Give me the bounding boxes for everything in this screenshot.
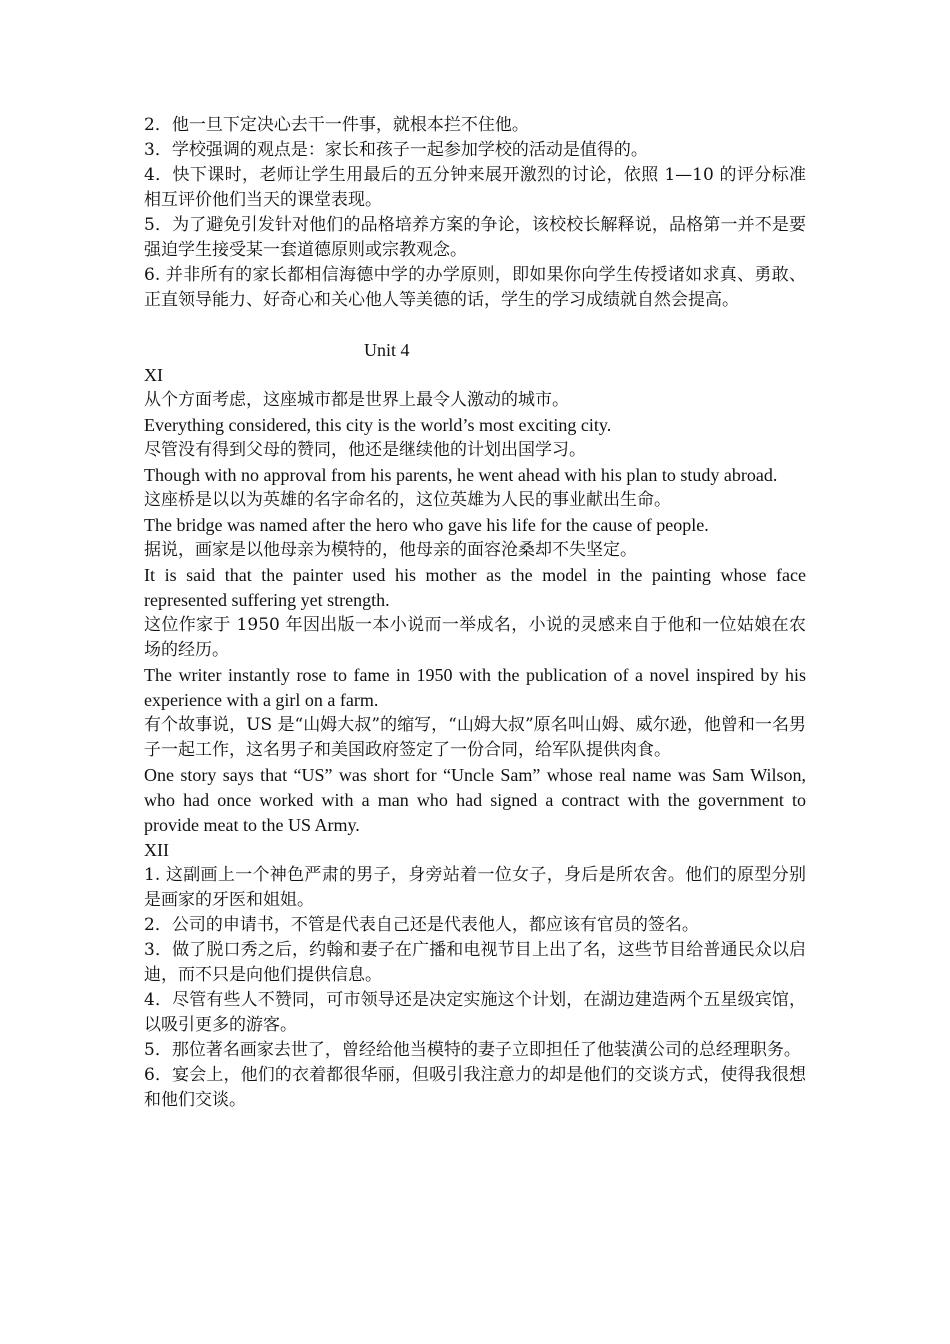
section-label-xi: XI: [144, 365, 163, 385]
translation-zh: 尽管没有得到父母的赞同，他还是继续他的计划出国学习。: [144, 440, 586, 460]
xii-item: 3．做了脱口秀之后，约翰和妻子在广播和电视节目上出了名，这些节目给普通民众以启迪，而不只是向他们提供信息。: [144, 940, 806, 985]
unit3-item: 5．为了避免引发针对他们的品格培养方案的争论，该校校长解释说，品格第一并不是要强迫学生接受某一套道德原则或宗教观念。: [144, 215, 806, 260]
translation-zh: 这座桥是以以为英雄的名字命名的，这位英雄为人民的事业献出生命。: [144, 490, 671, 510]
translation-en: It is said that the painter used his mother as the model in the painting whose face represented suffering yet strength.: [144, 565, 806, 610]
xii-item: 5．那位著名画家去世了，曾经给他当模特的妻子立即担任了他装潢公司的总经理职务。: [144, 1040, 801, 1060]
xii-item: 1. 这副画上一个神色严肃的男子，身旁站着一位女子，身后是所农舍。他们的原型分别是画家的牙医和姐姐。: [144, 865, 806, 910]
translation-zh: 从个方面考虑，这座城市都是世界上最令人激动的城市。: [144, 390, 569, 410]
translation-en: The bridge was named after the hero who gave his life for the cause of people.: [144, 515, 709, 535]
unit3-item: 3．学校强调的观点是：家长和孩子一起参加学校的活动是值得的。: [144, 140, 648, 160]
unit3-item: 4．快下课时，老师让学生用最后的五分钟来展开激烈的讨论，依照 1—10 的评分标准相互评价他们当天的课堂表现。: [144, 165, 806, 210]
section-label-xii: XII: [144, 840, 169, 860]
translation-zh: 这位作家于 1950 年因出版一本小说而一举成名，小说的灵感来自于他和一位姑娘在农场的经历。: [144, 615, 806, 660]
xii-item: 6．宴会上，他们的衣着都很华丽，但吸引我注意力的却是他们的交谈方式，使得我很想和他们交谈。: [144, 1065, 806, 1110]
xii-item: 4．尽管有些人不赞同，可市领导还是决定实施这个计划，在湖边建造两个五星级宾馆，以吸引更多的游客。: [144, 990, 806, 1035]
translation-zh: 据说，画家是以他母亲为模特的，他母亲的面容沧桑却不失坚定。: [144, 540, 637, 560]
translation-en: The writer instantly rose to fame in 1950 with the publication of a novel inspired by his experience with a girl on a farm.: [144, 665, 806, 710]
xii-item: 2．公司的申请书，不管是代表自己还是代表他人，都应该有官员的签名。: [144, 915, 699, 935]
document-body: [144, 113, 806, 1113]
unit3-item: 2．他一旦下定决心去干一件事，就根本拦不住他。: [144, 115, 529, 135]
translation-en: One story says that “US” was short for “Uncle Sam” whose real name was Sam Wilson, who had once worked with a man who had signed a contract with the government to provide meat to the US Army.: [144, 765, 806, 835]
translation-en: Everything considered, this city is the world’s most exciting city.: [144, 415, 612, 435]
translation-zh: 有个故事说，US 是“山姆大叔”的缩写，“山姆大叔”原名叫山姆、威尔逊，他曾和一名男子一起工作，这名男子和美国政府签定了一份合同，给军队提供肉食。: [144, 715, 806, 760]
spacer: [144, 313, 806, 338]
unit3-item: 6. 并非所有的家长都相信海德中学的办学原则，即如果你向学生传授诸如求真、勇敢、正直领导能力、好奇心和关心他人等美德的话，学生的学习成绩就自然会提高。: [144, 265, 806, 310]
translation-en: Though with no approval from his parents, he went ahead with his plan to study abroad.: [144, 465, 778, 485]
unit-title: Unit 4: [364, 340, 410, 360]
